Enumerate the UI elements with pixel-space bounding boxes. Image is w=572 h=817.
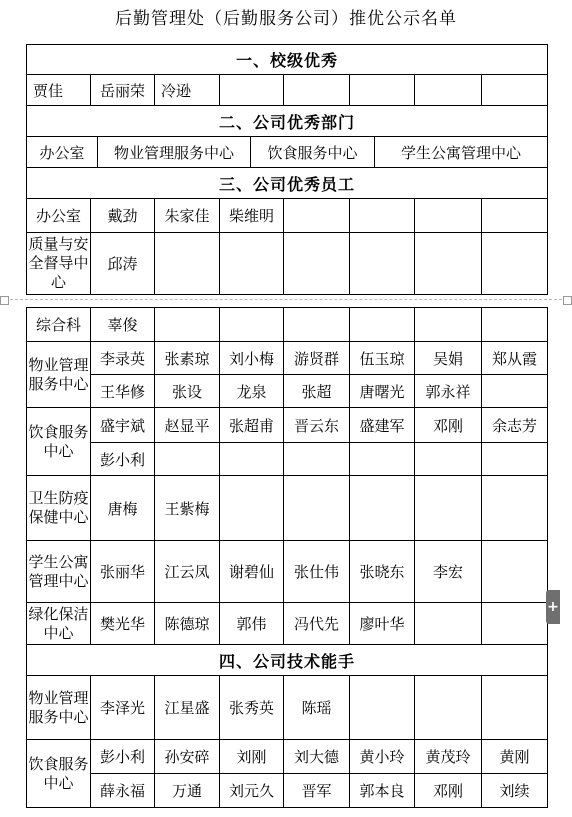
name-cell: 吴娟 <box>415 342 482 375</box>
name-cell: 冷逊 <box>155 75 220 106</box>
empty-cell <box>482 199 548 233</box>
department-cell: 学生公寓管理中心 <box>401 143 522 162</box>
name-cell: 王紫梅 <box>155 476 220 541</box>
empty-cell <box>350 308 415 342</box>
name-cell: 张超 <box>284 375 350 408</box>
name-cell: 李泽光 <box>91 676 155 740</box>
departments-row <box>27 137 547 167</box>
name-cell: 柴维明 <box>220 199 284 233</box>
name-cell: 张丽华 <box>91 541 155 603</box>
name-cell: 万通 <box>155 774 220 808</box>
empty-cell <box>284 476 350 541</box>
dept-label: 绿化保洁中心 <box>27 603 91 645</box>
section-header-staff: 三、公司优秀员工 <box>27 168 548 199</box>
empty-cell <box>155 443 220 476</box>
name-cell: 晋云东 <box>284 408 350 443</box>
name-cell: 黄刚 <box>482 740 548 774</box>
empty-cell <box>284 75 350 106</box>
add-tab-button[interactable]: + <box>546 590 560 624</box>
page-break-marker <box>563 296 572 305</box>
dept-label: 办公室 <box>27 199 91 233</box>
name-cell: 唐曙光 <box>350 375 415 408</box>
empty-cell <box>415 676 482 740</box>
name-cell: 朱家佳 <box>155 199 220 233</box>
empty-cell <box>284 233 350 295</box>
name-cell: 唐梅 <box>91 476 155 541</box>
empty-cell <box>415 75 482 106</box>
empty-cell <box>415 603 482 645</box>
name-cell: 张设 <box>155 375 220 408</box>
name-cell: 刘元久 <box>220 774 284 808</box>
page-break <box>0 299 572 300</box>
name-cell: 盛建军 <box>350 408 415 443</box>
name-cell: 江云凤 <box>155 541 220 603</box>
name-cell: 余志芳 <box>482 408 548 443</box>
dept-label: 质量与安全督导中心 <box>27 233 91 295</box>
empty-cell <box>482 676 548 740</box>
page-break-marker <box>0 296 9 305</box>
department-cell: 饮食服务中心 <box>251 137 375 167</box>
empty-cell <box>482 75 548 106</box>
empty-cell <box>284 199 350 233</box>
dept-label: 饮食服务中心 <box>27 408 91 476</box>
name-cell: 游贤群 <box>284 342 350 375</box>
empty-cell <box>350 443 415 476</box>
section-header-school: 一、校级优秀 <box>27 45 548 75</box>
name-cell: 张秀英 <box>220 676 284 740</box>
name-cell: 盛宇斌 <box>91 408 155 443</box>
empty-cell <box>155 308 220 342</box>
name-cell: 辜俊 <box>91 308 155 342</box>
name-cell: 王华修 <box>91 375 155 408</box>
name-cell: 郑从霞 <box>482 342 548 375</box>
empty-cell <box>27 137 548 168</box>
empty-cell <box>415 443 482 476</box>
name-cell: 晋军 <box>284 774 350 808</box>
name-cell: 刘大德 <box>284 740 350 774</box>
name-cell: 郭本良 <box>350 774 415 808</box>
dept-label: 物业管理服务中心 <box>27 676 91 740</box>
name-cell: 刘续 <box>482 774 548 808</box>
name-cell: 邱涛 <box>91 233 155 295</box>
dept-label: 学生公寓管理中心 <box>27 541 91 603</box>
empty-cell <box>284 443 350 476</box>
page-title: 后勤管理处（后勤服务公司）推优公示名单 <box>115 9 457 29</box>
name-cell: 刘小梅 <box>220 342 284 375</box>
name-cell: 张超甫 <box>220 408 284 443</box>
name-cell: 冯代先 <box>284 603 350 645</box>
dept-label: 综合科 <box>27 308 91 342</box>
name-cell: 李录英 <box>91 342 155 375</box>
name-cell: 张晓东 <box>350 541 415 603</box>
name-cell: 赵显平 <box>155 408 220 443</box>
name-cell: 彭小利 <box>91 443 155 476</box>
name-cell: 陈瑶 <box>284 676 350 740</box>
name-cell: 江星盛 <box>155 676 220 740</box>
empty-cell <box>415 476 482 541</box>
name-cell: 刘刚 <box>220 740 284 774</box>
name-cell: 戴劲 <box>91 199 155 233</box>
name-cell: 孙安碎 <box>155 740 220 774</box>
name-cell: 伍玉琼 <box>350 342 415 375</box>
name-cell: 张素琼 <box>155 342 220 375</box>
section-header-departments: 二、公司优秀部门 <box>27 106 548 137</box>
empty-cell <box>482 308 548 342</box>
name-cell: 张仕伟 <box>284 541 350 603</box>
name-cell: 谢碧仙 <box>220 541 284 603</box>
empty-cell <box>220 443 284 476</box>
name-cell: 贾佳 <box>27 75 91 106</box>
dept-label: 物业管理服务中心 <box>27 342 91 408</box>
name-cell: 黄茂玲 <box>415 740 482 774</box>
name-cell: 邓刚 <box>415 774 482 808</box>
award-table-page1 <box>26 44 548 295</box>
name-cell: 薛永福 <box>91 774 155 808</box>
name-cell: 邓刚 <box>415 408 482 443</box>
empty-cell <box>220 75 284 106</box>
empty-cell <box>350 199 415 233</box>
dept-label: 饮食服务中心 <box>27 740 91 808</box>
empty-cell <box>482 375 548 408</box>
name-cell: 黄小玲 <box>350 740 415 774</box>
name-cell: 彭小利 <box>91 740 155 774</box>
empty-cell <box>482 476 548 541</box>
empty-cell <box>415 233 482 295</box>
empty-cell <box>220 476 284 541</box>
empty-cell <box>350 476 415 541</box>
name-cell: 陈德琼 <box>155 603 220 645</box>
empty-cell <box>220 233 284 295</box>
empty-cell <box>482 443 548 476</box>
dept-label: 卫生防疫保健中心 <box>27 476 91 541</box>
department-cell: 物业管理服务中心 <box>98 137 251 167</box>
name-cell: 郭永祥 <box>415 375 482 408</box>
award-table-page2 <box>26 307 548 808</box>
name-cell: 龙泉 <box>220 375 284 408</box>
empty-cell <box>220 308 284 342</box>
empty-cell <box>482 603 548 645</box>
empty-cell <box>482 233 548 295</box>
empty-cell <box>350 233 415 295</box>
empty-cell <box>284 308 350 342</box>
name-cell: 李宏 <box>415 541 482 603</box>
name-cell: 岳丽荣 <box>91 75 155 106</box>
name-cell: 郭伟 <box>220 603 284 645</box>
department-cell: 办公室 <box>27 137 98 167</box>
empty-cell <box>350 676 415 740</box>
empty-cell <box>350 75 415 106</box>
name-cell: 廖叶华 <box>350 603 415 645</box>
empty-cell <box>415 308 482 342</box>
section-header-tech: 四、公司技术能手 <box>27 645 548 676</box>
empty-cell <box>415 199 482 233</box>
empty-cell <box>482 541 548 603</box>
empty-cell <box>155 233 220 295</box>
name-cell: 樊光华 <box>91 603 155 645</box>
